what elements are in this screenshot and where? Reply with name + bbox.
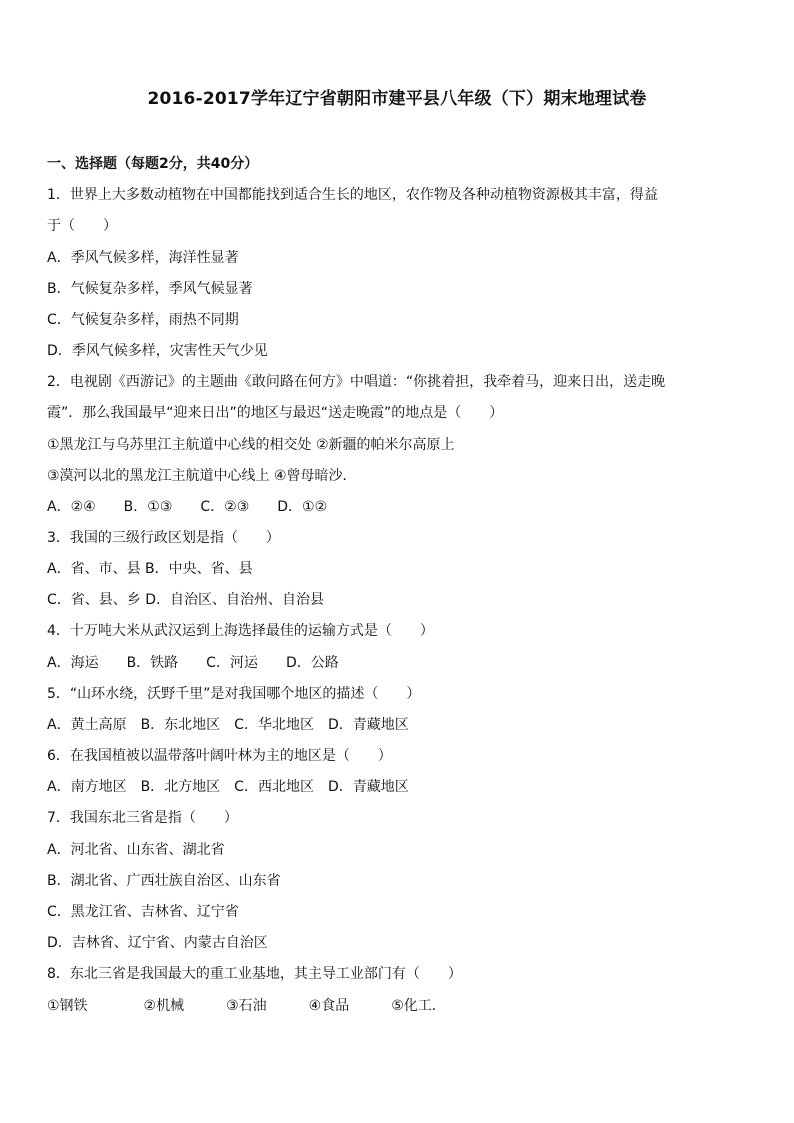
text-line: B．气候复杂多样，季风气候显著 (47, 281, 253, 297)
text-line: 7．我国东北三省是指（ ） (47, 810, 238, 826)
text-line: A．海运 B．铁路 C．河运 D．公路 (47, 655, 339, 671)
text-line: ①黑龙江与乌苏里江主航道中心线的相交处 ②新疆的帕米尔高原上 (47, 437, 455, 453)
text-line: A．黄土高原 B．东北地区 C．华北地区 D．青藏地区 (47, 717, 409, 733)
text-line: A．省、市、县 B．中央、省、县 (47, 561, 253, 577)
text-line: 4．十万吨大米从武汉运到上海选择最佳的运输方式是（ ） (47, 623, 434, 639)
text-line: ①钢铁 ②机械 ③石油 ④食品 ⑤化工． (47, 998, 446, 1014)
text-line: D．吉林省、辽宁省、内蒙古自治区 (47, 935, 268, 951)
text-line: 6．在我国植被以温带落叶阔叶林为主的地区是（ ） (47, 748, 392, 764)
exam-title: 2016-2017学年辽宁省朝阳市建平县八年级（下）期末地理试卷 (147, 89, 647, 109)
text-line: C．省、县、乡 D．自治区、自治州、自治县 (47, 592, 325, 608)
text-line: 2．电视剧《西游记》的主题曲《敢问路在何方》中唱道：“你挑着担，我牵着马，迎来日出，送走晚 (47, 374, 666, 390)
text-line: ③漠河以北的黑龙江主航道中心线上 ④曾母暗沙． (47, 468, 357, 484)
text-line: 于（ ） (47, 218, 117, 234)
text-line: D．季风气候多样，灾害性天气少见 (47, 343, 268, 359)
text-line: C．气候复杂多样，雨热不同期 (47, 312, 239, 328)
text-line: 8．东北三省是我国最大的重工业基地，其主导工业部门有（ ） (47, 966, 462, 982)
text-line: A．季风气候多样，海洋性显著 (47, 250, 239, 266)
text-line: 霞”．那么我国最早“迎来日出”的地区与最迟“送走晚霞”的地点是（ ） (47, 405, 504, 421)
text-line: 3．我国的三级行政区划是指（ ） (47, 530, 280, 546)
text-line: A．②④ B．①③ C．②③ D．①② (47, 499, 328, 515)
text-line: A．河北省、山东省、湖北省 (47, 842, 225, 858)
section-heading: 一、选择题（每题2分，共40分） (47, 156, 259, 172)
text-line: 1．世界上大多数动植物在中国都能找到适合生长的地区，农作物及各种动植物资源极其丰富，得益 (47, 187, 658, 203)
text-line: 5．“山环水绕，沃野千里”是对我国哪个地区的描述（ ） (47, 686, 421, 702)
text-line: B．湖北省、广西壮族自治区、山东省 (47, 873, 281, 889)
text-line: A．南方地区 B．北方地区 C．西北地区 D．青藏地区 (47, 779, 409, 795)
text-line: C．黑龙江省、吉林省、辽宁省 (47, 904, 239, 920)
